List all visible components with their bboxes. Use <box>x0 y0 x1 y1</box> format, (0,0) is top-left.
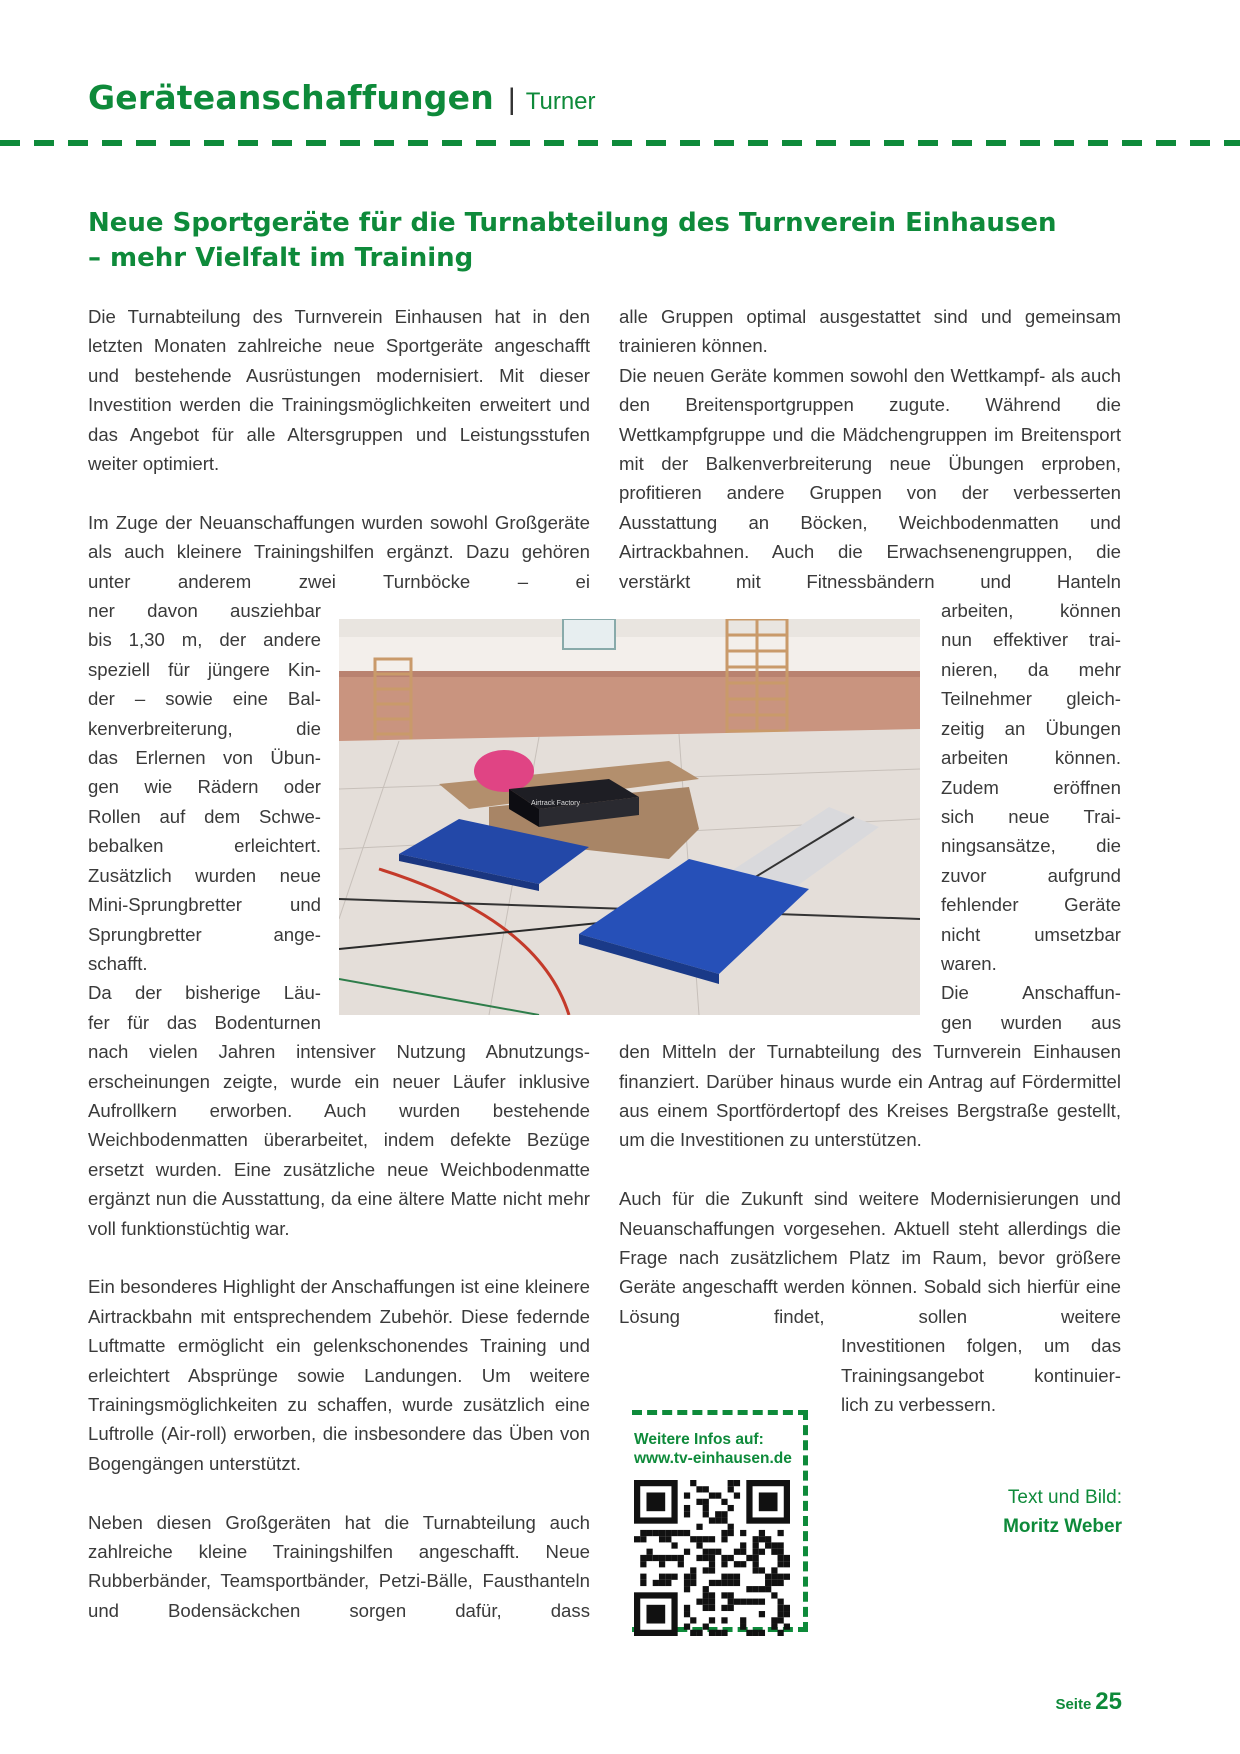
paragraph: nach vielen Jahren intensiver Nutzung Abnutzungserscheinungen zeigte, wurde ein neuer Läufer inklusive Aufrollkern erworben. Auch wurden bestehende Weichbodenmatten überarbeitet, indem defekte Bezüge ersetzt wurden. Eine zusätzliche neue Weichbodenmatte ergänzt nun die Ausstattung, da eine ältere Matte nicht mehr voll funktionstüchtig war. <box>88 1041 590 1239</box>
wrapped-line: waren. <box>941 952 997 974</box>
website-link[interactable]: www.tv-einhausen.de <box>634 1450 792 1467</box>
article-headline <box>88 206 1068 276</box>
page-label: Seite <box>1055 1696 1092 1713</box>
page-number <box>1055 1688 1122 1716</box>
paragraph-gap <box>88 478 590 507</box>
wrapped-line: fehlender Geräte <box>941 894 1121 916</box>
wrapped-line: Die Anschaffun- <box>941 982 1121 1004</box>
wrapped-line: nun effektiver trai- <box>941 629 1121 651</box>
wrapped-line: arbeiten können. <box>941 747 1121 769</box>
paragraph-gap <box>619 1155 1121 1184</box>
wrapped-line: kenverbreiterung, die <box>88 717 321 739</box>
wrapped-line: lich zu verbessern. <box>841 1394 997 1416</box>
wrapped-line: Mini-Sprungbretter und <box>88 894 321 916</box>
wrapped-line: Investitionen folgen, um das <box>841 1335 1121 1357</box>
wrapped-line: ner davon ausziehbar <box>88 600 321 622</box>
page-header <box>88 78 596 117</box>
page-number-value: 25 <box>1095 1688 1122 1715</box>
wrapped-line: Teilnehmer gleich- <box>941 688 1121 710</box>
wrapped-line: gen wie Rädern oder <box>88 776 321 798</box>
paragraph: alle Gruppen optimal ausgestattet sind und gemeinsam trainieren können. <box>619 306 1121 357</box>
gym-photo <box>339 619 920 1015</box>
header-separator: | <box>507 83 516 116</box>
gym-illustration <box>339 619 920 1015</box>
section-title: Geräteanschaffungen <box>88 78 494 117</box>
wrapped-line: Rollen auf dem Schwe- <box>88 805 321 827</box>
paragraph-gap <box>88 1478 590 1507</box>
wrapped-line: Trainingsangebot kontinuier- <box>841 1364 1121 1386</box>
wall-bars-left <box>375 659 411 749</box>
wrapped-text-block <box>941 978 1121 1037</box>
wrapped-line: der – sowie eine Bal- <box>88 688 321 710</box>
wrapped-line: Sprungbretter ange- <box>88 923 321 945</box>
wrapped-line: ningsansätze, die <box>941 835 1121 857</box>
photo-credit <box>1003 1483 1122 1541</box>
basketball-board <box>563 619 615 649</box>
paragraph: Im Zuge der Neuanschaffungen wurden sowohl Großgeräte als auch kleinere Trainingshilfen ergänzt. Dazu gehören unter anderem zwei Turnböcke – ei <box>88 511 590 592</box>
wrapped-line: zuvor aufgrund <box>941 864 1121 886</box>
wrapped-text-block <box>941 596 1121 978</box>
info-box <box>632 1410 808 1632</box>
wrapped-line: das Erlernen von Übun- <box>88 747 321 769</box>
paragraph: Ein besonderes Highlight der Anschaffungen ist eine kleinere Airtrackbahn mit entsprechendem Zubehör. Diese federnde Luftmatte ermöglicht ein gelenkschonendes Training und erleichtert Absprünge sowie Landungen. Um weitere Trainingsmöglichkeiten zu schaffen, wurde zusätzlich eine Luftrolle (Air-roll) erworben, die insbesondere das Üben von Bogengängen unterstützt. <box>88 1276 590 1474</box>
wrapped-line: Da der bisherige Läu- <box>88 982 321 1004</box>
wrapped-line: Zusätzlich wurden neue <box>88 864 321 886</box>
wrapped-line: Zudem eröffnen <box>941 776 1121 798</box>
wrapped-line: bis 1,30 m, der andere <box>88 629 321 651</box>
paragraph: den Mitteln der Turnabteilung des Turnverein Einhausen finanziert. Darüber hinaus wurde ein Antrag auf Fördermittel aus einem Sportfördertopf des Kreises Bergstraße gestellt, um die Investitionen zu unterstützen. <box>619 1041 1121 1151</box>
dashed-divider <box>0 140 1240 146</box>
section-subtitle: Turner <box>525 88 596 115</box>
info-text <box>634 1430 792 1468</box>
paragraph: Neben diesen Großgeräten hat die Turnabteilung auch zahlreiche kleine Trainingshilfen angeschafft. Neue Rubberbänder, Teamsportbänder, Petzi-Bälle, Fausthanteln und Bodensäckchen sorgen dafür, dass <box>88 1511 590 1621</box>
wrapped-line: nicht umsetzbar <box>941 923 1121 945</box>
paragraph: Auch für die Zukunft sind weitere Modernisierungen und Neuanschaffungen vorgesehen. Aktuell steht allerdings die Frage nach zusätzlichem Platz im Raum, bevor größere Geräte angeschafft werden können. Sobald sich hierfür eine Lösung findet, sollen weitere <box>619 1188 1121 1327</box>
credit-label: Text und Bild: <box>1007 1487 1122 1508</box>
wrapped-text-block <box>841 1331 1121 1419</box>
wrapped-text-block <box>88 596 321 978</box>
paragraph: Die Turnabteilung des Turnverein Einhausen hat in den letzten Monaten zahlreiche neue Sportgeräte angeschafft und bestehende Ausrüstungen modernisiert. Mit dieser Investition werden die Trainingsmöglichkeiten erweitert und das Angebot für alle Altersgruppen und Leistungsstufen weiter optimiert. <box>88 306 590 475</box>
credit-name: Moritz Weber <box>1003 1516 1122 1537</box>
air-roll <box>474 750 534 792</box>
wrapped-line: bebalken erleichtert. <box>88 835 321 857</box>
headline-line-1: Neue Sportgeräte für die Turnabteilung des Turnverein Einhausen <box>88 208 1057 238</box>
wrapped-line: gen wurden aus <box>941 1011 1121 1033</box>
wrapped-line: arbeiten, können <box>941 600 1121 622</box>
wrapped-line: schafft. <box>88 952 148 974</box>
wrapped-line: fer für das Bodenturnen <box>88 1011 321 1033</box>
wrapped-line: nieren, da mehr <box>941 658 1121 680</box>
wrapped-line: sich neue Trai- <box>941 805 1121 827</box>
info-label: Weitere Infos auf: <box>634 1431 764 1448</box>
qr-code[interactable] <box>634 1480 790 1636</box>
wrapped-text-block <box>88 978 321 1037</box>
headline-line-2: – mehr Vielfalt im Training <box>88 243 474 273</box>
wrapped-line: zeitig an Übungen <box>941 717 1121 739</box>
mat-label: Airtrack Factory <box>531 800 581 807</box>
paragraph-gap <box>88 1243 590 1272</box>
wrapped-line: speziell für jüngere Kin- <box>88 658 321 680</box>
paragraph: Die neuen Geräte kommen sowohl den Wettkampf- als auch den Breitensportgruppen zugute. Während die Wettkampfgruppe und die Mädchengruppen im Breitensport mit der Balkenverbreiterung neue Übungen erproben, profitieren andere Gruppen von der verbesserten Ausstattung an Böcken, Weichbodenmatten und Airtrackbahnen. Auch die Erwachsenengruppen, die verstärkt mit Fitnessbändern und Hanteln <box>619 364 1121 592</box>
